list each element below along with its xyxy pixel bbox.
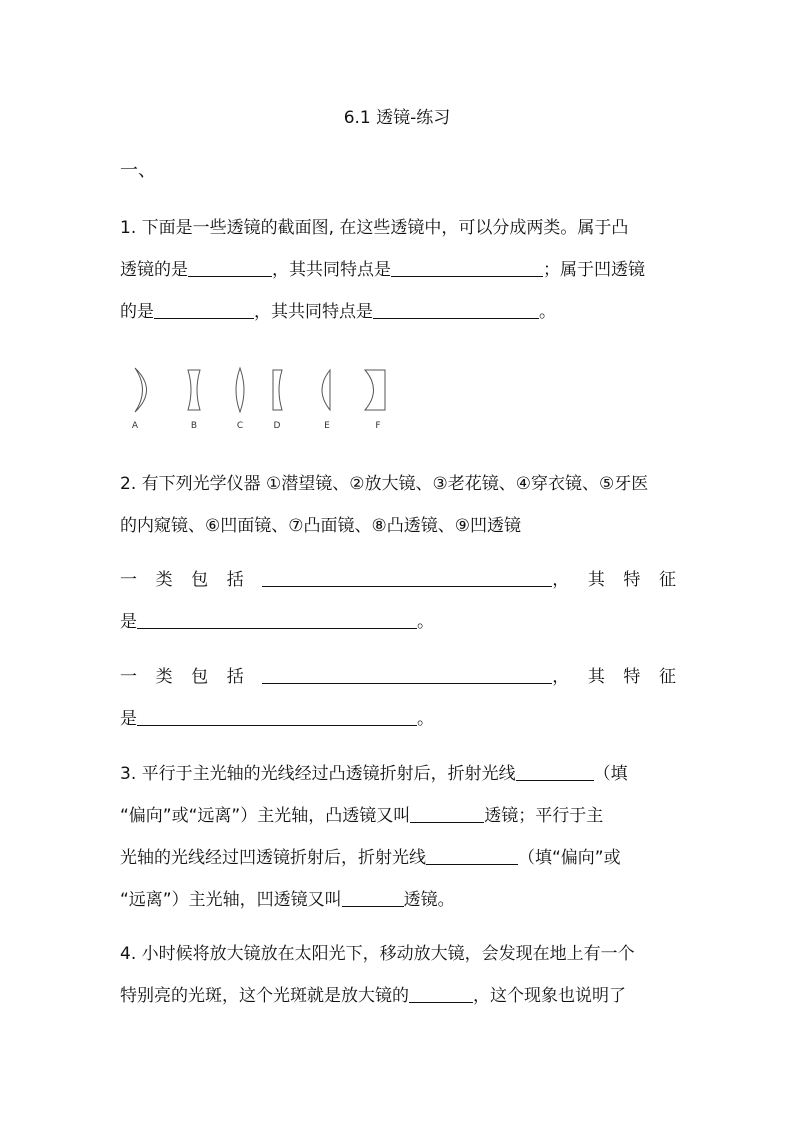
feature-row-2 — [120, 707, 676, 731]
answer-blank — [154, 302, 254, 319]
group-word: 一 — [120, 570, 137, 590]
page-title: 6.1 透镜-练习 — [343, 108, 451, 128]
feature-row-1 — [120, 610, 676, 634]
lens-cross-section-figure — [120, 360, 410, 440]
answer-blank — [410, 806, 484, 823]
lens-f-shape — [365, 370, 385, 410]
question-1-text: 透镜的是 — [120, 260, 188, 280]
question-4-line-2 — [120, 984, 676, 1008]
group-word: 包 — [191, 667, 209, 687]
answer-blank — [409, 986, 473, 1003]
group-word: 括 — [226, 667, 244, 687]
question-1-line-2 — [120, 258, 676, 282]
lens-c-shape — [236, 368, 244, 412]
question-3-line-4 — [120, 888, 676, 912]
lens-label-f: F — [375, 421, 381, 431]
question-3-text: （填 — [593, 764, 628, 784]
question-1-text: 的是 — [120, 302, 154, 322]
question-3-text: “远离”）主光轴，凹透镜又叫 — [120, 890, 342, 910]
lens-a-shape — [135, 368, 147, 412]
question-3-line-3 — [120, 846, 676, 870]
lens-label-d: D — [273, 421, 281, 431]
question-4-line-1: 4. 小时候将放大镜放在太阳光下，移动放大镜，会发现在地上有一个 — [120, 944, 635, 964]
group-word: 括 — [226, 570, 244, 590]
period: 。 — [417, 612, 434, 632]
answer-blank — [188, 260, 272, 277]
section-heading: 一、 — [120, 160, 156, 181]
question-3-text: 透镜；平行于主 — [484, 806, 604, 826]
answer-blank — [262, 667, 552, 684]
question-3-text: “偏向”或“远离”）主光轴，凸透镜又叫 — [120, 806, 411, 826]
question-3-text: （填“偏向”或 — [518, 848, 621, 868]
question-3-text: 3. 平行于主光轴的光线经过凸透镜折射后，折射光线 — [120, 764, 516, 784]
is-word: 是 — [120, 709, 137, 729]
feature-word: 征 — [658, 570, 676, 590]
feature-word: 其 — [587, 570, 605, 590]
question-1-text: ；属于凹透镜 — [543, 260, 645, 280]
feature-word: 特 — [623, 570, 641, 590]
answer-blank — [137, 709, 417, 726]
lens-d-shape — [273, 370, 282, 410]
question-4-text: ，这个现象也说明了 — [473, 986, 626, 1006]
question-3-text: 透镜。 — [403, 890, 455, 910]
period: 。 — [417, 709, 434, 729]
group-word: 包 — [191, 570, 209, 590]
comma: ， — [552, 667, 570, 687]
question-4-text: 特别亮的光斑，这个光斑就是放大镜的 — [120, 986, 409, 1006]
lens-label-a: A — [131, 421, 139, 431]
answer-blank — [391, 260, 543, 277]
feature-word: 其 — [587, 667, 605, 687]
group-word: 一 — [120, 667, 137, 687]
question-2-line-1: 2. 有下列光学仪器 ①潜望镜、②放大镜、③老花镜、④穿衣镜、⑤牙医 — [120, 474, 649, 494]
question-1-line-3 — [120, 300, 676, 324]
lens-e-shape — [322, 370, 330, 410]
answer-blank — [262, 570, 552, 587]
lens-diagram — [120, 360, 410, 420]
group-word: 类 — [155, 667, 173, 687]
group-word: 类 — [155, 570, 173, 590]
answer-blank — [342, 890, 404, 907]
question-1-text: ，其共同特点是 — [272, 260, 391, 280]
comma: ， — [552, 570, 570, 590]
feature-word: 征 — [658, 667, 676, 687]
question-3-line-2 — [120, 804, 676, 828]
lens-b-shape — [188, 370, 200, 410]
question-1-line-1: 1. 下面是一些透镜的截面图, 在这些透镜中，可以分成两类。属于凸 — [120, 218, 629, 238]
question-2-line-2: 的内窥镜、⑥凹面镜、⑦凸面镜、⑧凸透镜、⑨凹透镜 — [120, 516, 521, 536]
lens-label-e: E — [324, 421, 330, 431]
classification-row-1 — [120, 568, 676, 592]
is-word: 是 — [120, 612, 137, 632]
question-1-text: 。 — [539, 302, 556, 322]
feature-word: 特 — [623, 667, 641, 687]
classification-row-2 — [120, 665, 676, 689]
answer-blank — [137, 612, 417, 629]
answer-blank — [516, 764, 594, 781]
lens-label-c: C — [236, 421, 244, 431]
answer-blank — [426, 848, 518, 865]
question-3-text: 光轴的光线经过凹透镜折射后，折射光线 — [120, 848, 426, 868]
question-1-text: ，其共同特点是 — [254, 302, 373, 322]
question-3-line-1 — [120, 762, 676, 786]
answer-blank — [373, 302, 539, 319]
lens-label-b: B — [190, 421, 198, 431]
